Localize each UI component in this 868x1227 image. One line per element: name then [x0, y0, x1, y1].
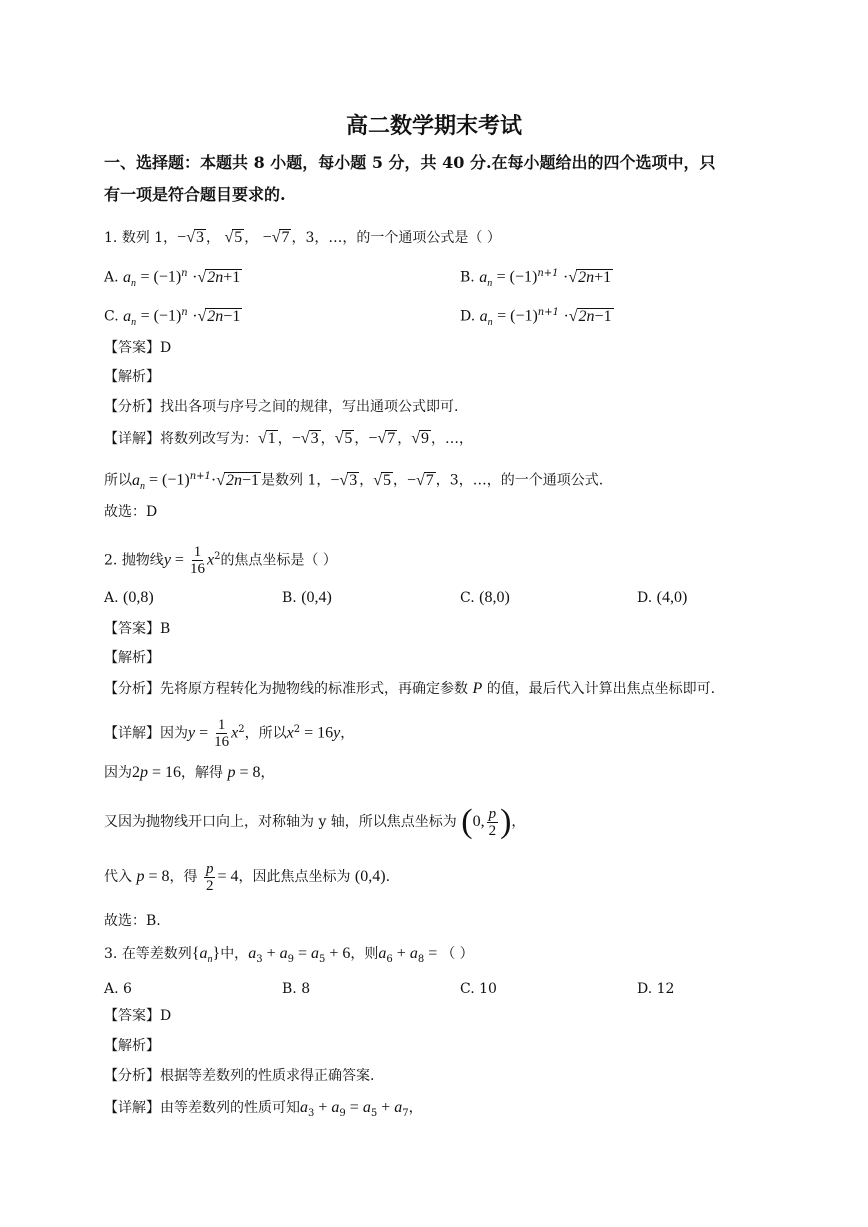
q2-analysis-label: 【解析】	[104, 650, 160, 666]
q3-stem: 3. 在等差数列$\{a_n\}$中，$a_3 + a_9 = a_5 + 6$，则$a_6 + a_8$ = （ ）	[104, 945, 474, 966]
q1-stem: 1. 数列 1，−√3 ， √5 ， −√7 ，3，…，的一个通项公式是（ ）	[104, 229, 501, 246]
q1-option-d: D. $a_n = (-1)^{n+1} \cdot√2n-1$	[460, 307, 612, 328]
q1-option-a: A. $a_n = (-1)^n \cdot√2n+1$	[104, 268, 241, 289]
q3-detail: 【详解】由等差数列的性质可知$a_3 + a_9 = a_5 + a_7$，	[104, 1099, 423, 1119]
q1-detail-2: 所以$a_n = (-1)^{n+1}\cdot√2n-1$ 是数列 1，−√3 ，√5 ，−√7 ，3，…，的一个通项公式.	[104, 471, 604, 492]
q2-detail-1: 【详解】因为y = $\frac{1}{16}$ $x^2$，所以$x^2 = 16y$，	[104, 717, 355, 751]
page-title: 高二数学期末考试	[345, 113, 522, 139]
q2-choose: 故选：B.	[104, 913, 161, 929]
q1-option-c: C. $a_n = (-1)^n \cdot√2n-1$	[104, 307, 241, 328]
q1-stem-prefix: 数列 1，	[121, 230, 178, 246]
q3-option-d: D. 12	[637, 981, 675, 997]
q3-answer: 【答案】D	[104, 1008, 172, 1024]
q1-number: 1.	[104, 230, 118, 246]
q1-option-b: B. $a_n = (-1)^{n+1} \cdot√2n+1$	[460, 268, 612, 289]
q1-answer: 【答案】D	[104, 340, 172, 356]
q2-detail-2: 因为2p = 16，解得 p = 8，	[104, 764, 275, 781]
q3-option-b: B. 8	[282, 981, 311, 997]
q1-fenxi: 【分析】找出各项与序号之间的规律，写出通项公式即可.	[104, 399, 459, 415]
q1-detail-1: 【详解】将数列改写为：√1 ，−√3 ，√5 ，−√7 ，√9 ，…，	[104, 430, 473, 447]
q1-stem-suffix: ，3，…，的一个通项公式是（ ）	[291, 230, 501, 246]
q1-choose: 故选：D	[104, 504, 158, 520]
q3-fenxi: 【分析】根据等差数列的性质求得正确答案.	[104, 1068, 375, 1084]
q3-option-c: C. 10	[460, 981, 497, 997]
q2-detail-4: 代入 p = 8，得 $\frac{p}{2}$ = 4，因此焦点坐标为 (0,4).	[104, 860, 391, 894]
q2-answer: 【答案】B	[104, 621, 171, 637]
q3-analysis-label: 【解析】	[104, 1038, 160, 1054]
q2-fenxi: 【分析】先将原方程转化为抛物线的标准形式，再确定参数 P 的值，最后代入计算出焦点坐标即可.	[104, 680, 716, 697]
q3-option-a: A. 6	[104, 981, 132, 997]
section-heading-line1: 一、选择题：本题共 8 小题，每小题 5 分，共 40 分.在每小题给出的四个选项中，只	[104, 153, 716, 172]
q2-option-b: B. (0,4)	[282, 589, 332, 606]
section-heading-line2: 有一项是符合题目要求的.	[104, 185, 286, 204]
q1-analysis-label: 【解析】	[104, 369, 160, 385]
q2-stem: 2. 抛物线y = $\frac{1}{16}$ $x^2$的焦点坐标是（ ）	[104, 544, 337, 578]
q2-option-d: D. (4,0)	[637, 589, 688, 606]
q2-option-c: C. (8,0)	[460, 589, 510, 606]
q2-detail-3: 又因为抛物线开口向上，对称轴为 y 轴，所以焦点坐标为 (0, $\frac{p}{2}$ )，	[104, 803, 526, 840]
q2-option-a: A. (0,8)	[104, 589, 154, 606]
